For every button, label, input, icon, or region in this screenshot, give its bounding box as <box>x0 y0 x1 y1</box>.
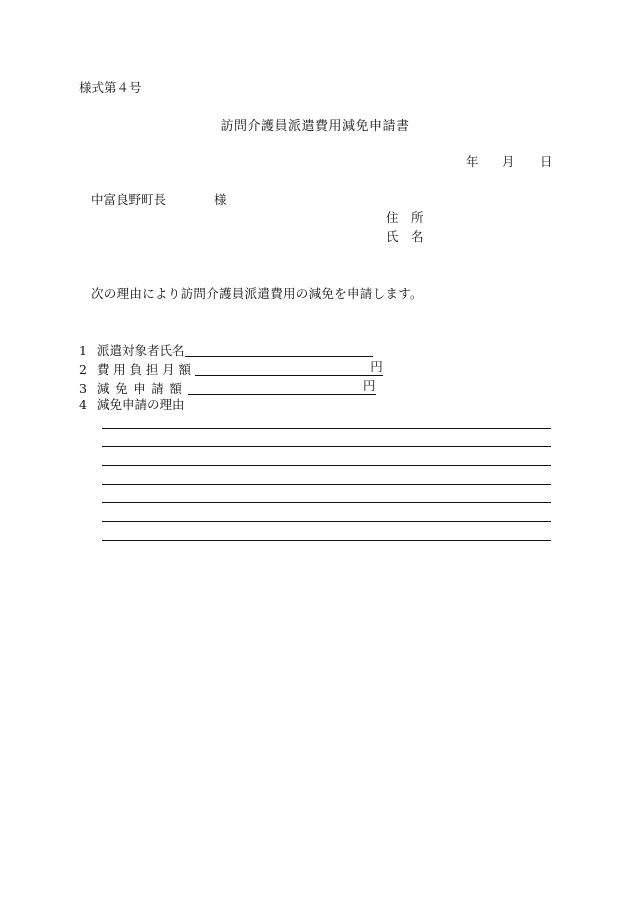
document-title: 訪問介護員派遣費用減免申請書 <box>220 119 410 134</box>
item-label: 減免申請の理由 <box>97 397 185 412</box>
addressee <box>91 194 227 207</box>
date-day-label: 日 <box>540 154 553 169</box>
item-number: 1 <box>79 342 87 358</box>
item-reduction-reason <box>79 399 185 412</box>
recipient-name-field[interactable] <box>185 342 373 357</box>
reason-line[interactable] <box>102 428 551 429</box>
applicant-name-label: 氏 名 <box>386 229 424 244</box>
yen-unit: 円 <box>363 378 376 393</box>
reason-line[interactable] <box>102 484 551 485</box>
date-line <box>466 156 553 169</box>
item-number: 2 <box>79 361 87 377</box>
item-label: 減免申請額 <box>97 380 188 396</box>
item-number: 3 <box>79 380 87 396</box>
reason-line[interactable] <box>102 540 551 541</box>
form-number: 様式第４号 <box>79 80 142 95</box>
item-monthly-cost <box>79 361 383 376</box>
monthly-cost-field[interactable] <box>195 361 383 376</box>
item-label: 費用負担月額 <box>97 361 195 377</box>
item-reduction-amount <box>79 380 376 395</box>
item-label: 派遣対象者氏名 <box>97 342 185 358</box>
date-year-label: 年 <box>466 154 479 169</box>
addressee-honorific: 様 <box>214 192 227 207</box>
reason-line[interactable] <box>102 502 551 503</box>
reduction-amount-field[interactable] <box>188 380 376 395</box>
request-statement: 次の理由により訪問介護員派遣費用の減免を申請します。 <box>91 286 423 301</box>
yen-unit: 円 <box>370 359 383 374</box>
reason-line[interactable] <box>102 465 551 466</box>
applicant-address-label: 住 所 <box>386 210 424 225</box>
reason-line[interactable] <box>102 521 551 522</box>
item-dispatch-recipient-name <box>79 342 373 357</box>
date-month-label: 月 <box>502 154 515 169</box>
item-number: 4 <box>79 397 87 412</box>
reason-line[interactable] <box>102 446 551 447</box>
addressee-name: 中富良野町長 <box>91 192 167 207</box>
